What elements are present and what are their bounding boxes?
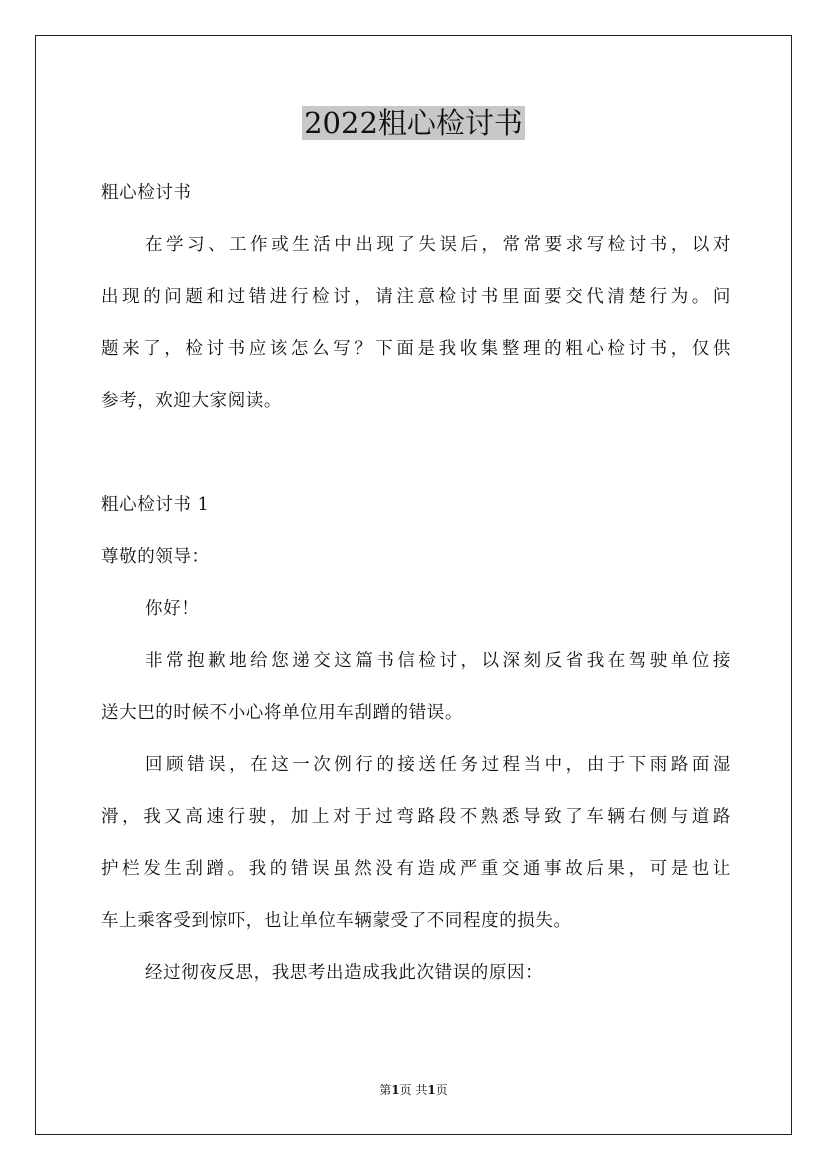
paragraph-line: 护栏发生刮蹭。我的错误虽然没有造成严重交通事故后果，可是也让 [101, 859, 731, 879]
paragraph-line: 滑，我又高速行驶，加上对于过弯路段不熟悉导致了车辆右侧与道路 [101, 807, 731, 827]
section-heading: 粗心检讨书 1 [101, 495, 210, 515]
page-mid: 页 共 [399, 1083, 428, 1097]
paragraph-line: 送大巴的时候不小心将单位用车刮蹭的错误。 [101, 703, 463, 723]
page-prefix: 第 [379, 1083, 392, 1097]
paragraph-line: 经过彻夜反思，我思考出造成我此次错误的原因： [145, 963, 544, 983]
heading-line: 粗心检讨书 [101, 183, 192, 203]
page-footer [0, 1081, 827, 1099]
document-title-text: 2022粗心检讨书 [304, 106, 523, 140]
paragraph-line: 车上乘客受到惊吓，也让单位车辆蒙受了不同程度的损失。 [101, 911, 572, 931]
paragraph-line: 在学习、工作或生活中出现了失误后，常常要求写检讨书，以对 [145, 235, 731, 255]
paragraph-line: 回顾错误，在这一次例行的接送任务过程当中，由于下雨路面湿 [145, 755, 731, 775]
paragraph-line: 参考，欢迎大家阅读。 [101, 391, 282, 411]
blank-line [101, 430, 731, 482]
page-number: 1 [391, 1083, 400, 1097]
page-suffix: 页 [435, 1083, 448, 1097]
document-body [101, 170, 731, 1002]
paragraph-line: 题来了，检讨书应该怎么写？下面是我收集整理的粗心检讨书，仅供 [101, 339, 731, 359]
paragraph-line: 非常抱歉地给您递交这篇书信检讨，以深刻反省我在驾驶单位接 [145, 651, 731, 671]
salutation-line: 尊敬的领导： [101, 547, 210, 567]
page-total: 1 [427, 1083, 436, 1097]
greeting-line: 你好！ [145, 599, 200, 619]
paragraph-line: 出现的问题和过错进行检讨，请注意检讨书里面要交代清楚行为。问 [101, 287, 731, 307]
document-title [0, 103, 827, 143]
